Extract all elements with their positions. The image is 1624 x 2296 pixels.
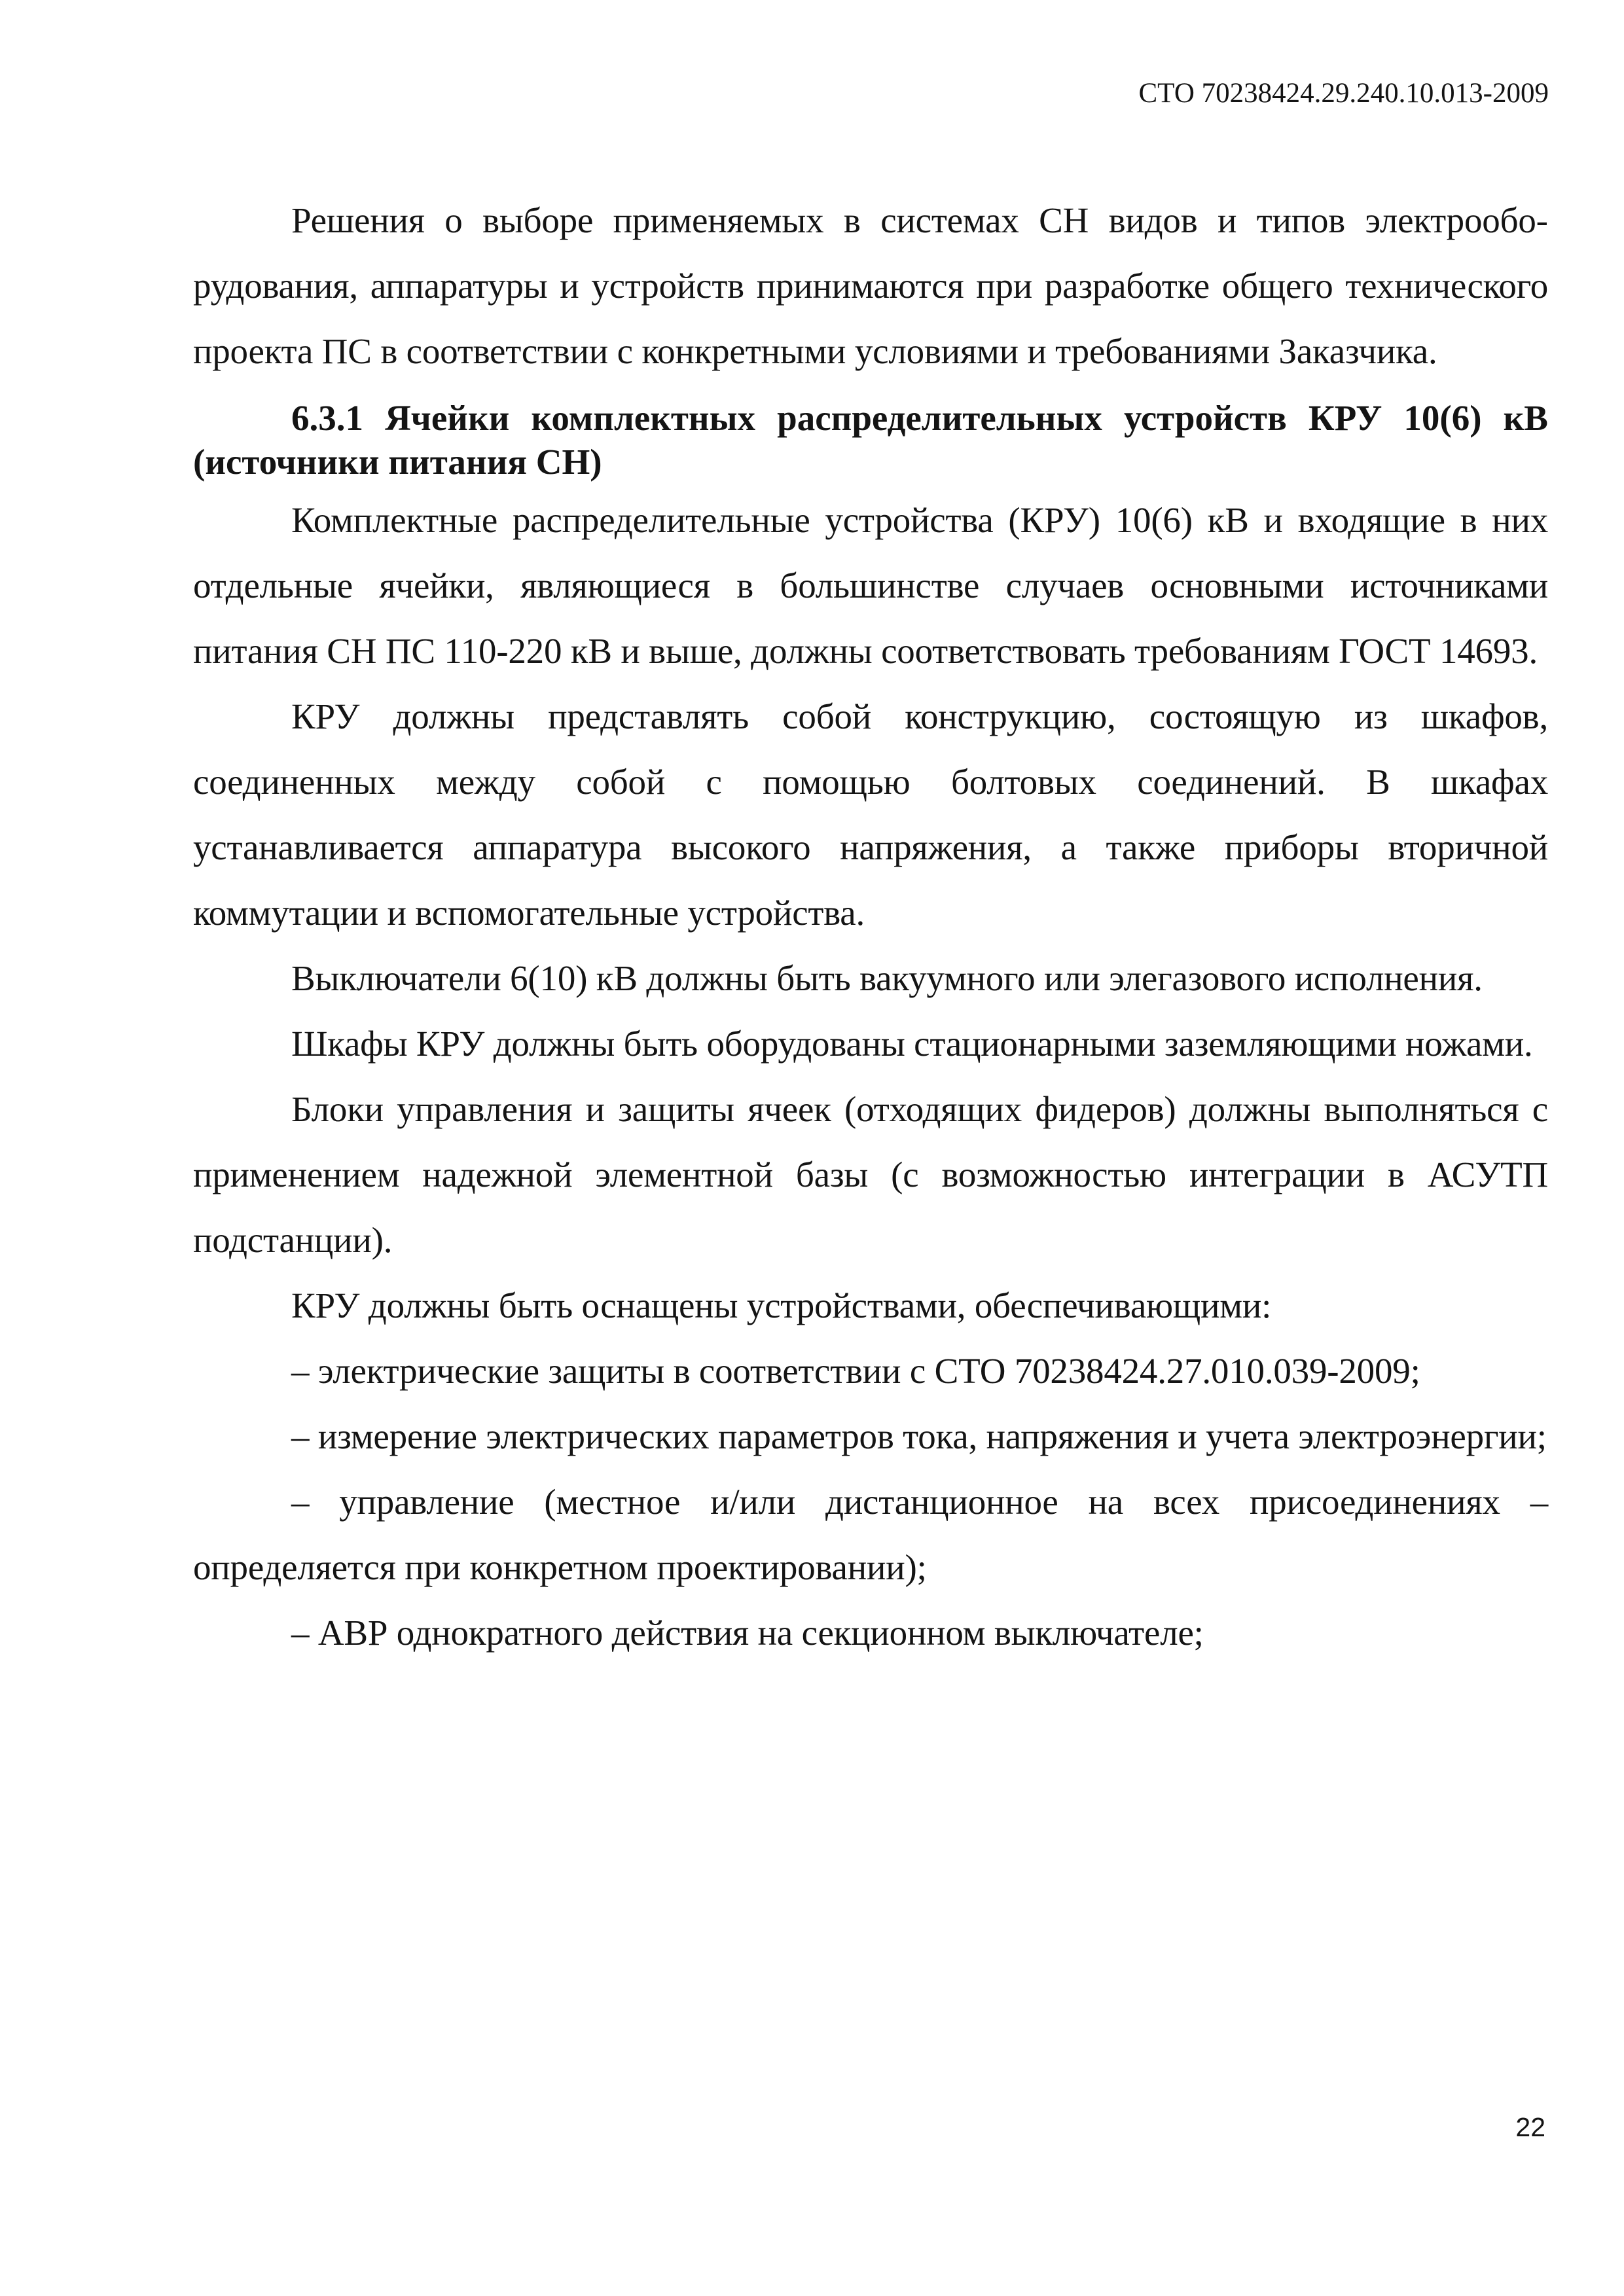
intro-paragraph: Решения о выборе применяемых в системах СН видов и типов электрооборудования, аппаратуры и устройств принимаются при разработке общего технического проекта ПС в соответствии с конкретными условиями и требованиями Заказчика. [193, 200, 1548, 371]
list-item: – АВР однократного действия на секционном выключателе; [291, 1613, 1204, 1653]
body-paragraph: КРУ должны быть оснащены устройствами, обеспечивающими: [291, 1285, 1272, 1325]
section-heading: 6.3.1 Ячейки комплектных распределительных устройств КРУ 10(6) кВ (источники питания СН) [193, 398, 1548, 482]
list-item: – электрические защиты в соответствии с СТО 70238424.27.010.039-2009; [291, 1351, 1420, 1391]
list-item: – управление (местное и/или дистанционное на всех присоединениях – определяется при конкретном проектировании); [193, 1482, 1548, 1587]
list-item: – измерение электрических параметров тока, напряжения и учета электроэнергии; [291, 1416, 1547, 1456]
document-code: СТО 70238424.29.240.10.013-2009 [1138, 78, 1549, 109]
body-paragraph: Блоки управления и защиты ячеек (отходящих фидеров) должны выполняться с применением надежной элементной базы (с возможностью интеграции в АСУТП подстанции). [193, 1089, 1548, 1260]
page-content [193, 188, 1548, 1666]
page-number: 22 [1515, 2112, 1545, 2142]
body-paragraph: Шкафы КРУ должны быть оборудованы стационарными заземляющими ножами. [291, 1024, 1533, 1064]
body-paragraph: Выключатели 6(10) кВ должны быть вакуумного или элегазового исполнения. [291, 958, 1483, 998]
body-paragraph: Комплектные распределительные устройства (КРУ) 10(6) кВ и входящие в них отдельные ячейки, являющиеся в большинстве случаев основными источниками питания СН ПС 110-220 кВ и выше, должны соответствовать требованиям ГОСТ 14693. [193, 500, 1548, 671]
body-paragraph: КРУ должны представлять собой конструкцию, состоящую из шкафов, соединенных между собой с помощью болтовых соединений. В шкафах устанавливается аппаратура высокого напряжения, а также приборы вторичной коммутации и вспомогательные устройства. [193, 696, 1548, 933]
